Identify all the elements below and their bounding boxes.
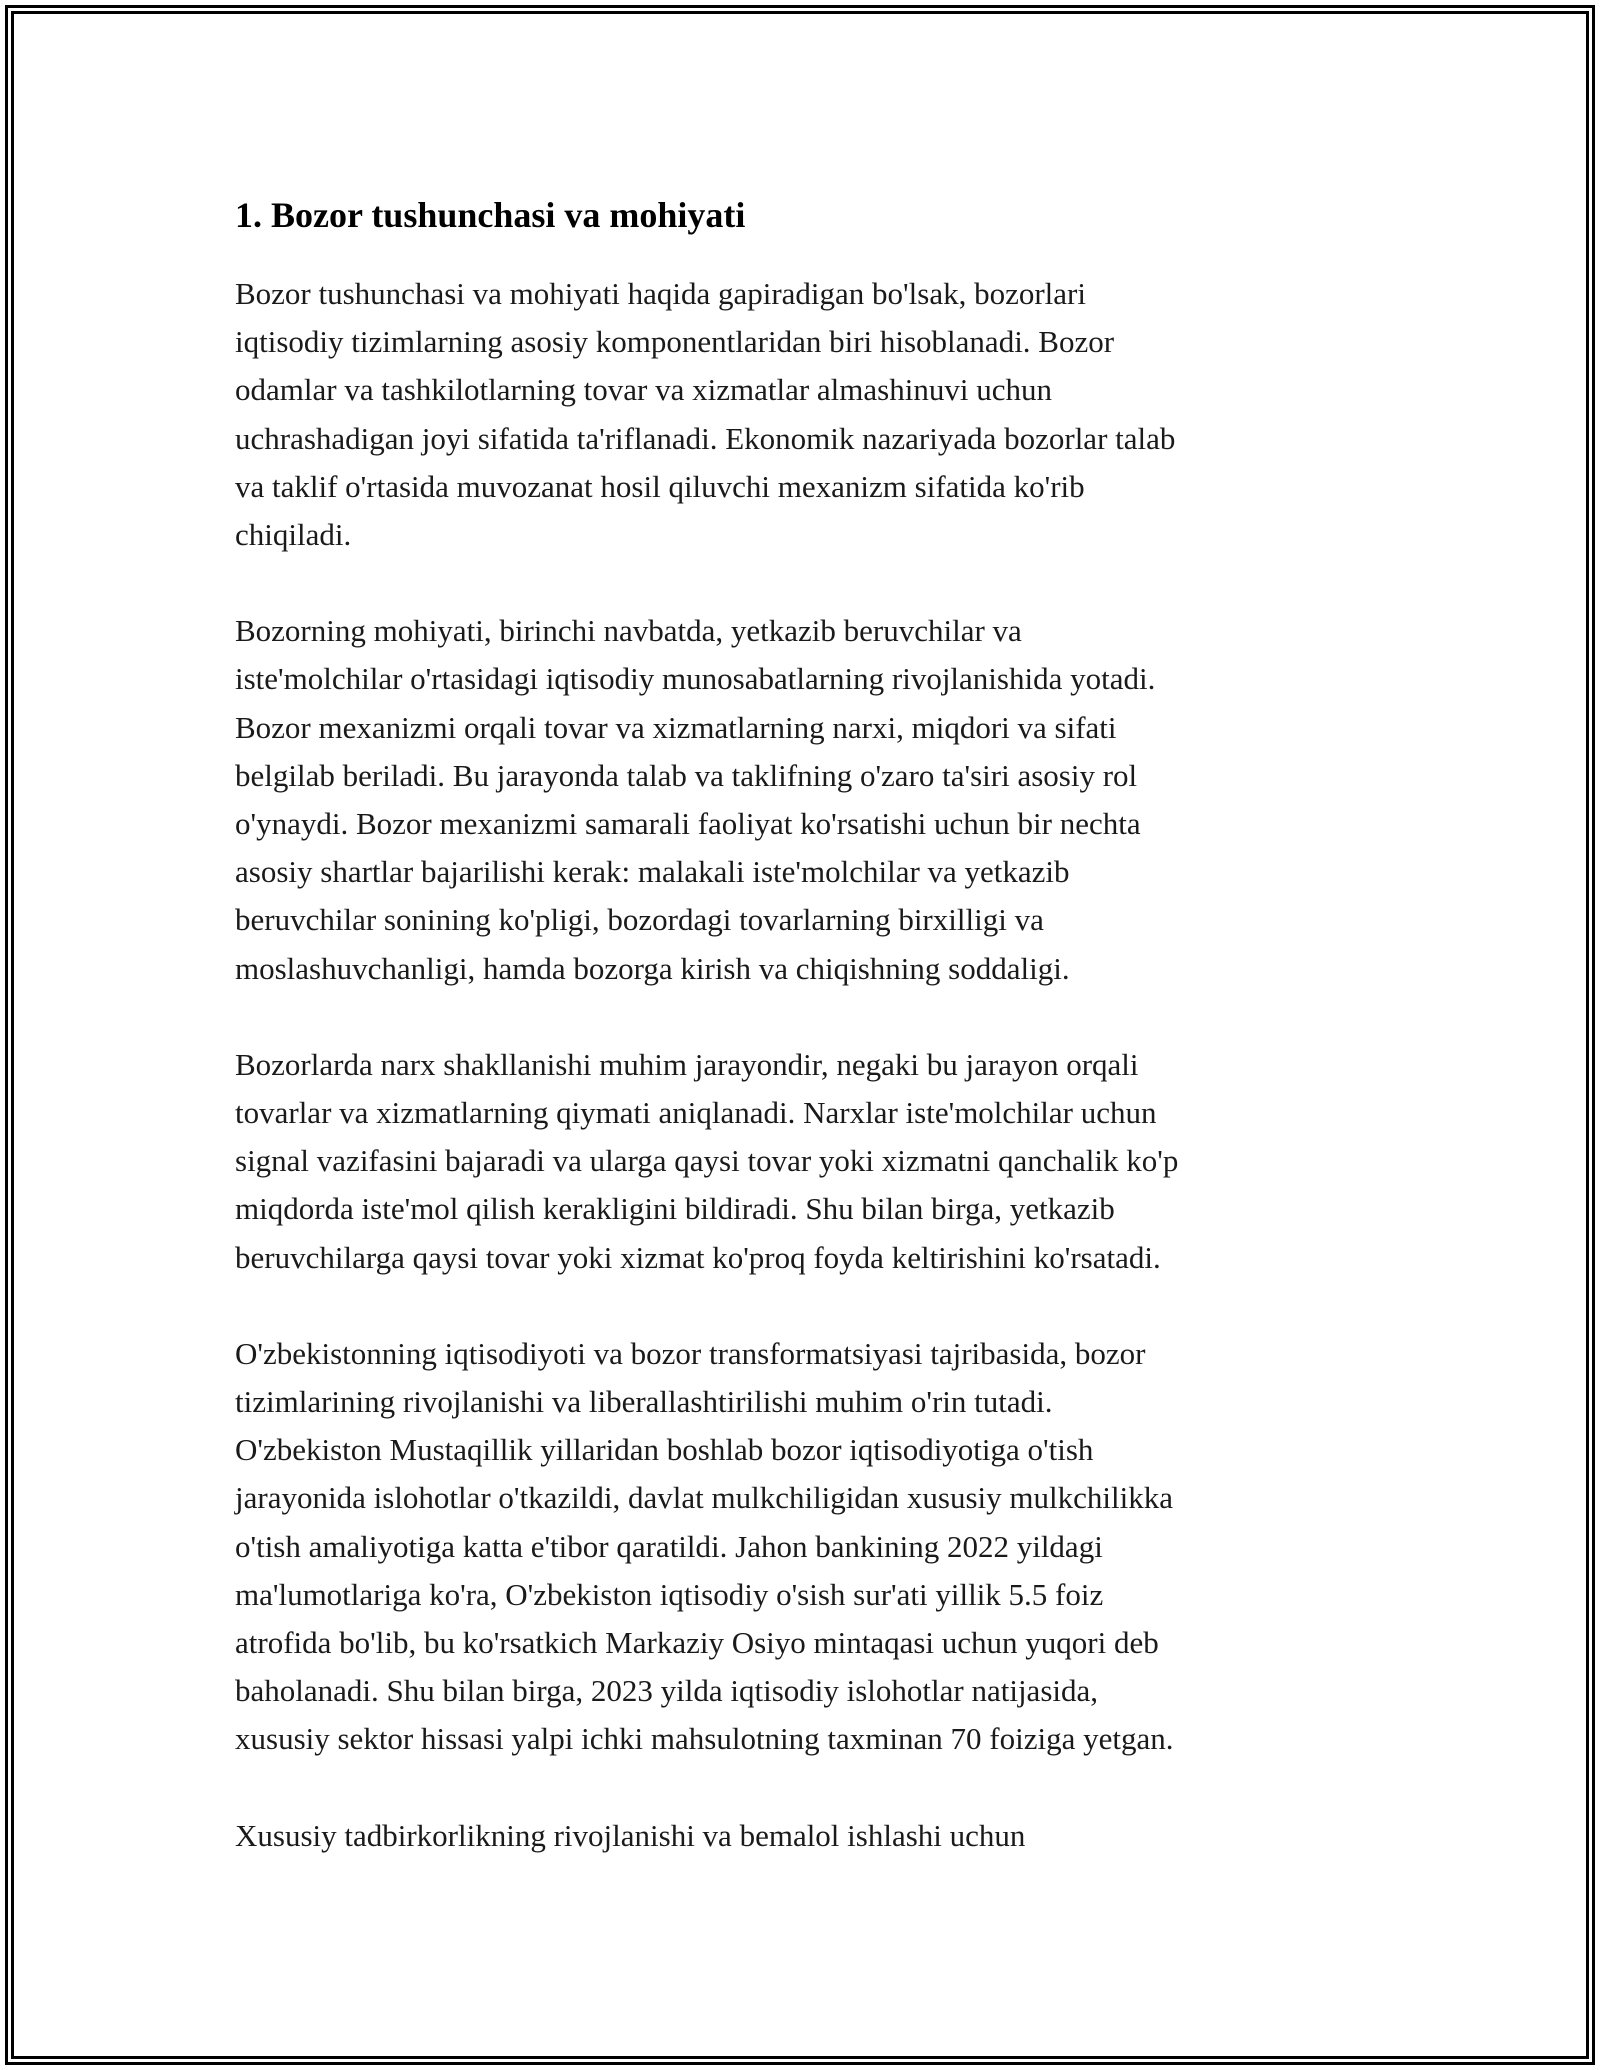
paragraph-4: O'zbekistonning iqtisodiyoti va bozor transformatsiyasi tajribasida, bozor tizimlarining rivojlanishi va liberallashtirilishi muhim o'rin tutadi. O'zbekiston Mustaqillik yillaridan boshlab bozor iqtisodiyotiga o'tish jarayonida islohotlar o'tkazildi, davlat mulkchiligidan xususiy mulkchilikka o'tish amaliyotiga katta e'tibor qaratildi. Jahon bankining 2022 yildagi ma'lumotlariga ko'ra, O'zbekiston iqtisodiy o'sish sur'ati yillik 5.5 foiz atrofida bo'lib, bu ko'rsatkich Markaziy Osiyo mintaqasi uchun yuqori deb baholanadi. Shu bilan birga, 2023 yilda iqtisodiy islohotlar natijasida, xususiy sektor hissasi yalpi ichki mahsulotning taxminan 70 foiziga yetgan. — [235, 1335, 1174, 1757]
paragraph-5: Xususiy tadbirkorlikning rivojlanishi va bemalol ishlashi uchun — [235, 1817, 1026, 1853]
section-heading: 1. Bozor tushunchasi va mohiyati — [235, 195, 746, 235]
paragraph-2: Bozorning mohiyati, birinchi navbatda, yetkazib beruvchilar va iste'molchilar o'rtasidagi iqtisodiy munosabatlarning rivojlanishida yotadi. Bozor mexanizmi orqali tovar va xizmatlarning narxi, miqdori va sifati belgilab beriladi. Bu jarayonda talab va taklifning o'zaro ta'siri asosiy rol o'ynaydi. Bozor mexanizmi samarali faoliyat ko'rsatishi uchun bir nechta asosiy shartlar bajarilishi kerak: malakali iste'molchilar va yetkazib beruvchilar sonining ko'pligi, bozordagi tovarlarning birxilligi va moslashuvchanligi, hamda bozorga kirish va chiqishning soddaligi. — [235, 613, 1156, 986]
paragraph-3: Bozorlarda narx shakllanishi muhim jarayondir, negaki bu jarayon orqali tovarlar va xizmatlarning qiymati aniqlanadi. Narxlar iste'molchilar uchun signal vazifasini bajaradi va ularga qaysi tovar yoki xizmatni qanchalik ko'p miqdorda iste'mol qilish kerakligini bildiradi. Shu bilan birga, yetkazib beruvchilarga qaysi tovar yoki xizmat ko'proq foyda keltirishini ko'rsatadi. — [235, 1046, 1179, 1275]
paragraph-1: Bozor tushunchasi va mohiyati haqida gapiradigan bo'lsak, bozorlari iqtisodiy tizimlarning asosiy komponentlaridan biri hisoblanadi. Bozor odamlar va tashkilotlarning tovar va xizmatlar almashinuvi uchun uchrashadigan joyi sifatida ta'riflanadi. Ekonomik nazariyada bozorlar talab va taklif o'rtasida muvozanat hosil qiluvchi mexanizm sifatida ko'rib chiqiladi. — [235, 276, 1176, 553]
document-body — [235, 188, 1365, 1908]
